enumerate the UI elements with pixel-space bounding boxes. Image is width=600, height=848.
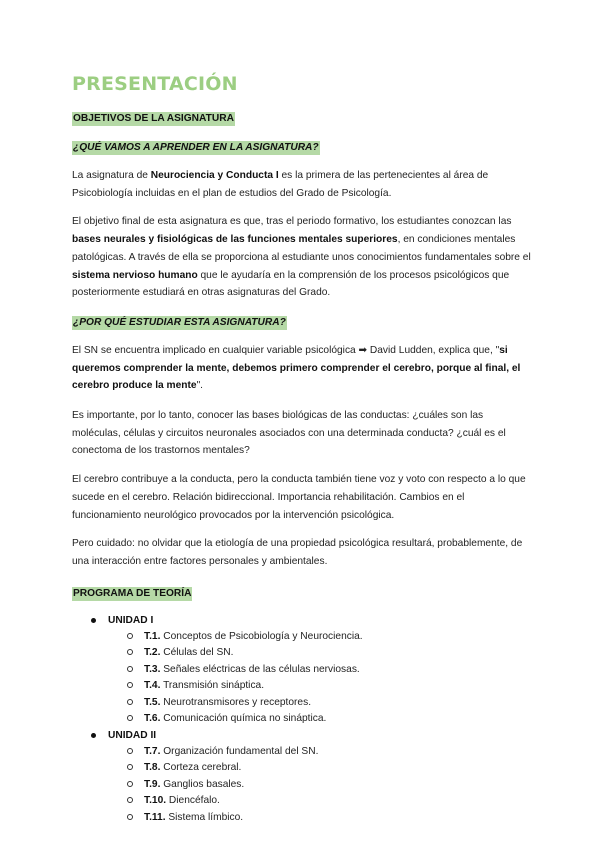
que-aprender-heading-text: ¿QUÉ VAMOS A APRENDER EN LA ASIGNATURA?	[73, 142, 319, 153]
topic-text: Ganglios basales.	[160, 778, 245, 790]
objetivos-heading-text: OBJETIVOS DE LA ASIGNATURA	[73, 113, 234, 124]
p2-text-c: , en condiciones mentales patológicas. A través de ella se proporciona al estudiante unos conocimientos fundamentales sobre el	[72, 234, 531, 263]
topic-item	[72, 645, 532, 661]
topic-text: Diencéfalo.	[166, 795, 220, 807]
porque-heading-text: ¿POR QUÉ ESTUDIAR ESTA ASIGNATURA?	[73, 316, 286, 328]
p1-text-c: es la primera de las pertenecientes al área de Psicobiología incluidas en el plan de estudios del Grado de Psicología.	[72, 170, 489, 199]
topic-text: Organización fundamental del SN.	[160, 745, 319, 757]
topic-code: T.3.	[144, 663, 161, 675]
topic-item	[72, 662, 532, 678]
p1-bold-subject: Neurociencia y Conducta I	[150, 170, 279, 181]
topic-item	[72, 793, 532, 809]
topic-code: T.1.	[144, 631, 161, 643]
programa-heading	[72, 583, 532, 601]
unit-item: UNIDAD II	[72, 728, 532, 744]
units-list	[72, 613, 532, 826]
paragraph-objetivo	[72, 213, 532, 302]
topic-text: Células del SN.	[160, 647, 234, 659]
topic-text: Conceptos de Psicobiología y Neurociencia.	[160, 631, 363, 643]
page-title: PRESENTACIÓN	[72, 73, 238, 95]
topic-text: Comunicación química no sináptica.	[160, 713, 327, 725]
que-aprender-heading	[72, 137, 532, 155]
topic-code: T.10.	[144, 795, 167, 807]
topic-item	[72, 810, 532, 826]
p2-bold-sistema: sistema nervioso humano	[72, 269, 198, 281]
topic-code: T.4.	[144, 680, 161, 692]
topic-text: Corteza cerebral.	[160, 762, 242, 774]
porque-heading	[72, 312, 532, 330]
programa-heading-text: PROGRAMA DE TEORÍA	[73, 587, 192, 599]
topic-code: T.2.	[144, 647, 161, 659]
topic-code: T.5.	[144, 696, 161, 708]
p1-text-a: La asignatura de	[72, 170, 151, 181]
topic-item	[72, 695, 532, 711]
topic-text: Señales eléctricas de las células nerviosas.	[160, 663, 360, 675]
topic-item	[72, 744, 532, 760]
p3-text-a: El SN se encuentra implicado en cualquier variable psicológica ➡ David Ludden, explica que, "	[72, 344, 500, 356]
topic-code: T.11.	[144, 811, 166, 823]
topic-item	[72, 760, 532, 776]
topic-code: T.9.	[144, 778, 161, 790]
topic-text: Neurotransmisores y receptores.	[160, 696, 312, 708]
paragraph-bidireccional: El cerebro contribuye a la conducta, pero la conducta también tiene voz y voto con respecto a lo que sucede en el cerebro. Relación bidireccional. Importancia rehabilitación. Cambios en el funcionamiento neurológico provocados por la intervención psicológica.	[72, 474, 526, 521]
topic-text: Transmisión sináptica.	[160, 680, 265, 692]
topic-item	[72, 711, 532, 727]
topic-text: Sistema límbico.	[165, 811, 244, 823]
objetivos-heading	[72, 108, 532, 126]
document-content	[72, 72, 532, 826]
paragraph-ludden	[72, 342, 532, 395]
paragraph-intro	[72, 167, 532, 202]
p3-text-c: ".	[196, 380, 204, 392]
p3-bold-quote: si queremos comprender la mente, debemos primero comprender el cerebro, porque al final, el cerebro produce la mente	[72, 344, 521, 392]
paragraph-bases-biologicas: Es importante, por lo tanto, conocer las bases biológicas de las conductas: ¿cuáles son las moléculas, células y circuitos neuronales asociados con una determinada conducta? ¿cuál es el conectoma de los trastornos mentales?	[72, 410, 506, 457]
topic-item	[72, 629, 532, 645]
unit-item: UNIDAD I	[72, 613, 532, 629]
topic-code: T.6.	[144, 713, 161, 725]
topic-code: T.8.	[144, 762, 161, 774]
topic-item	[72, 678, 532, 694]
p2-text-e: que le ayudaría en la comprensión de los procesos psicológicos que posteriormente estudiará en otras asignaturas del Grado.	[72, 269, 510, 299]
paragraph-etiologia: Pero cuidado: no olvidar que la etiología de una propiedad psicológica resultará, probablemente, de una interacción entre factores personales y ambientales.	[72, 538, 523, 567]
p2-text-a: El objetivo final de esta asignatura es que, tras el periodo formativo, los estudiantes conozcan las	[72, 216, 512, 228]
topic-item	[72, 777, 532, 793]
p2-bold-bases: bases neurales y fisiológicas de las funciones mentales superiores	[72, 234, 398, 246]
topic-code: T.7.	[144, 745, 161, 757]
